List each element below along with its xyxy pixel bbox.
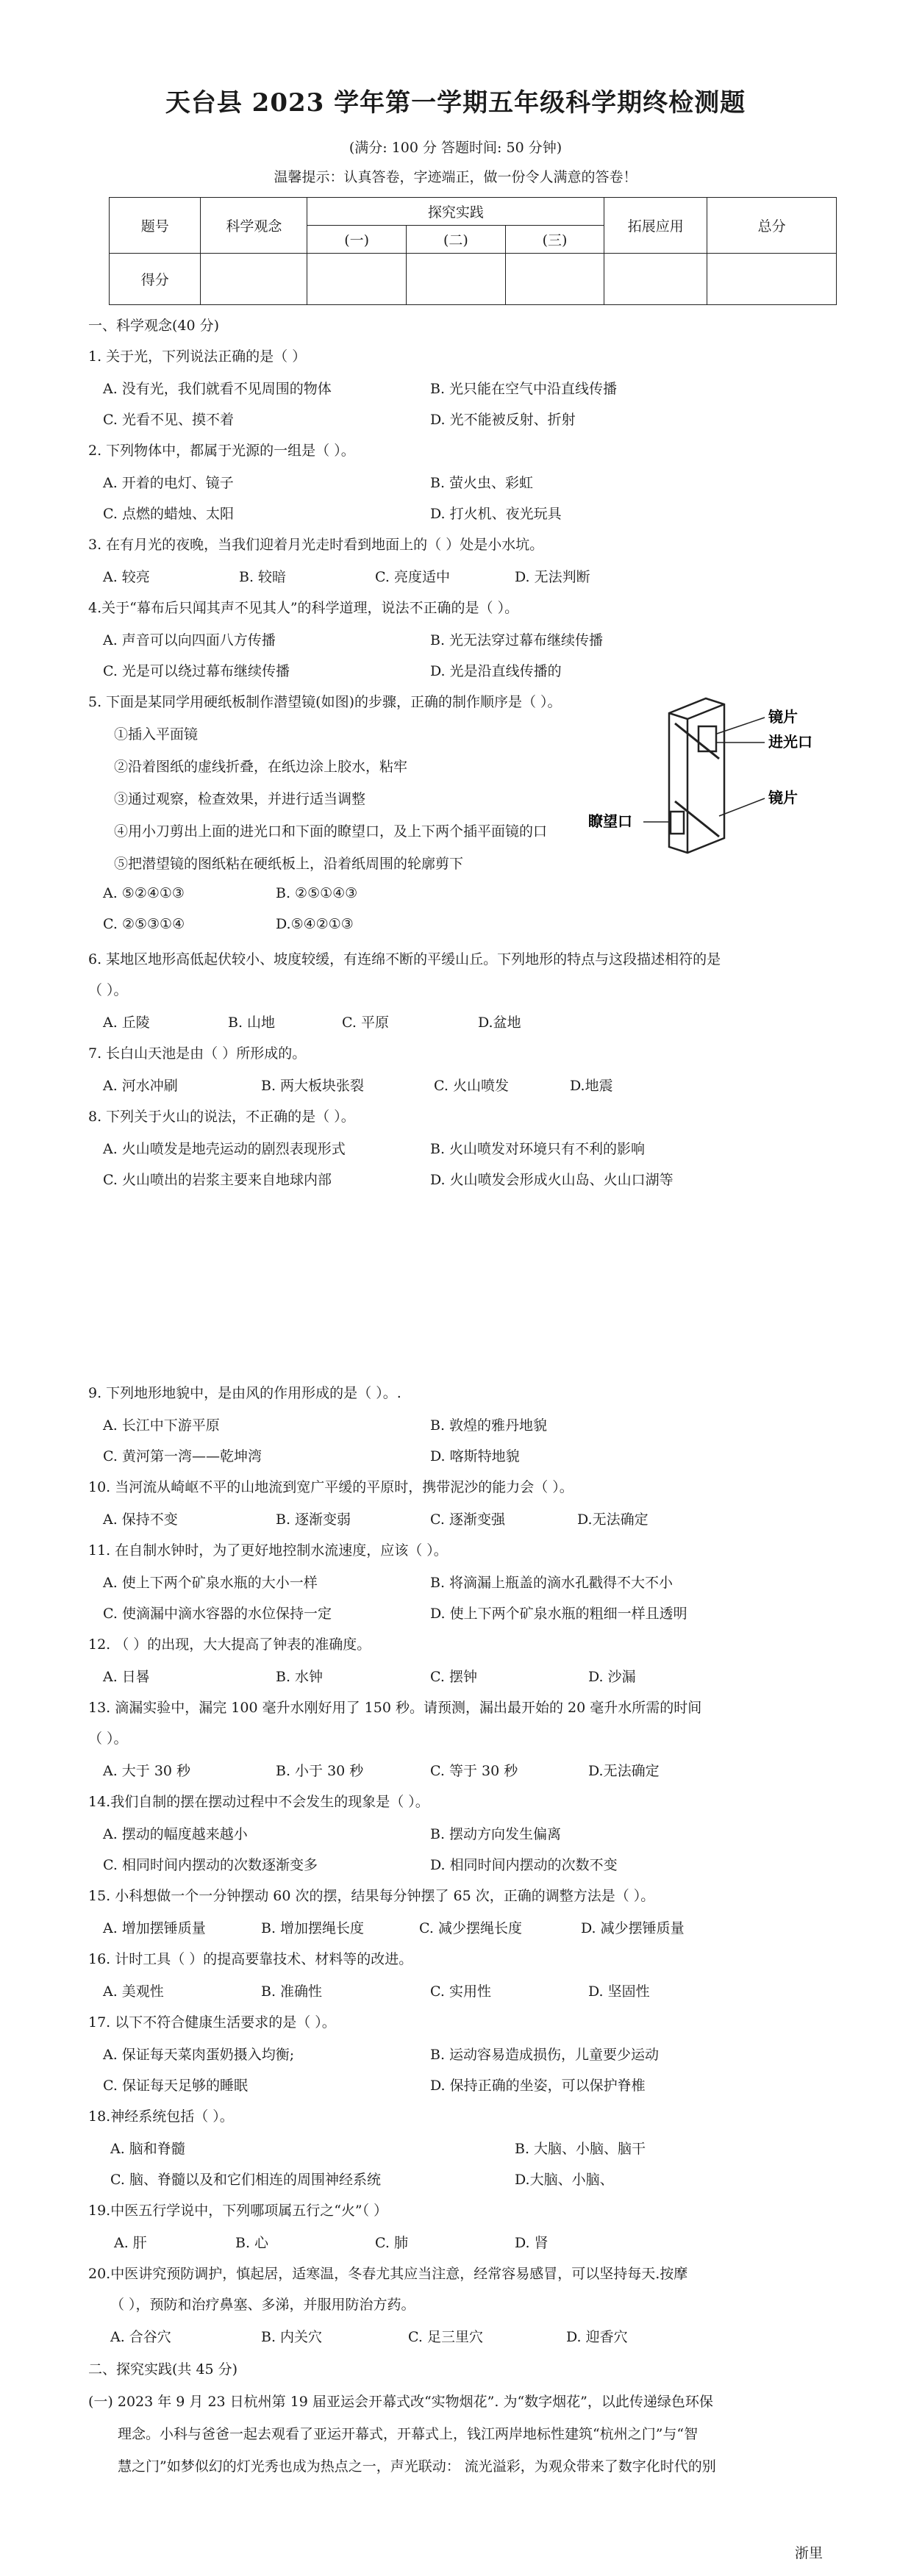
question-15: 15. 小科想做一个一分钟摆动 60 次的摆，结果每分钟摆了 65 次，正确的调整方法是（ ）。 xyxy=(88,1888,655,1904)
label-view-port: 瞭望口 xyxy=(588,812,632,830)
passage-line-3: 慧之门”如梦似幻的灯光秀也成为热点之一，声光联动： 流光溢彩，为观众带来了数字化时代的别 xyxy=(118,2458,716,2475)
score-cell-tuozhan[interactable] xyxy=(604,254,707,305)
q5-option-d[interactable]: D.⑤④②①③ xyxy=(276,916,354,932)
score-cell-zongfen[interactable] xyxy=(707,254,837,305)
q4-option-c[interactable]: C. 光是可以绕过幕布继续传播 xyxy=(103,663,290,679)
q11-option-b[interactable]: B. 将滴漏上瓶盖的滴水孔戳得不大不小 xyxy=(430,1575,674,1591)
q12-option-c[interactable]: C. 摆钟 xyxy=(430,1669,477,1685)
q13-option-b[interactable]: B. 小于 30 秒 xyxy=(276,1763,364,1779)
q6-option-c[interactable]: C. 平原 xyxy=(342,1015,389,1031)
q17-option-a[interactable]: A. 保证每天菜肉蛋奶摄入均衡; xyxy=(103,2047,295,2063)
question-8: 8. 下列关于火山的说法，不正确的是（ ）。 xyxy=(88,1109,355,1125)
exam-title: 天台县 2023 学年第一学期五年级科学期终检测题 xyxy=(165,88,746,118)
q16-option-c[interactable]: C. 实用性 xyxy=(430,1983,491,2000)
q6-option-a[interactable]: A. 丘陵 xyxy=(103,1015,150,1031)
q13-option-c[interactable]: C. 等于 30 秒 xyxy=(430,1763,518,1779)
q18-option-d[interactable]: D.大脑、小脑、 xyxy=(515,2172,614,2188)
periscope-figure xyxy=(588,691,831,860)
question-20-cont: （ ），预防和治疗鼻塞、多涕，并服用防治方药。 xyxy=(110,2297,415,2313)
q14-option-d[interactable]: D. 相同时间内摆动的次数不变 xyxy=(430,1857,618,1873)
q17-option-b[interactable]: B. 运动容易造成损伤，儿童要少运动 xyxy=(430,2047,660,2063)
q1-option-c[interactable]: C. 光看不见、摸不着 xyxy=(103,412,234,428)
question-13: 13. 滴漏实验中，漏完 100 毫升水刚好用了 150 秒。请预测，漏出最开始的 20 毫升水所需的时间 xyxy=(88,1700,702,1716)
question-6: 6. 某地区地形高低起伏较小、坡度较缓，有连绵不断的平缓山丘。下列地形的特点与这段描述相符的是 xyxy=(88,951,721,967)
q13-option-d[interactable]: D.无法确定 xyxy=(588,1763,660,1779)
q5-option-a[interactable]: A. ⑤②④①③ xyxy=(103,885,185,901)
q1-option-b[interactable]: B. 光只能在空气中沿直线传播 xyxy=(430,381,618,397)
question-1: 1. 关于光，下列说法正确的是（ ） xyxy=(88,348,307,365)
question-20: 20.中医讲究预防调护，慎起居，适寒温，冬春尤其应当注意，经常容易感冒，可以坚持每天.按摩 xyxy=(88,2266,688,2282)
q5-option-b[interactable]: B. ②⑤①④③ xyxy=(276,885,358,901)
passage-line-2: 理念。小科与爸爸一起去观看了亚运开幕式，开幕式上，钱江两岸地标性建筑“杭州之门”与“智 xyxy=(118,2426,699,2442)
header-tanjiu: 探究实践 xyxy=(307,198,604,226)
q14-option-a[interactable]: A. 摆动的幅度越来越小 xyxy=(103,1826,248,1842)
q3-option-a[interactable]: A. 较亮 xyxy=(103,569,150,585)
question-7: 7. 长白山天池是由（ ）所形成的。 xyxy=(88,1045,307,1062)
question-14: 14.我们自制的摆在摆动过程中不会发生的现象是（ ）。 xyxy=(88,1794,429,1810)
q18-option-c[interactable]: C. 脑、脊髓以及和它们相连的周围神经系统 xyxy=(110,2172,381,2188)
q20-option-d[interactable]: D. 迎香穴 xyxy=(566,2329,628,2345)
q13-option-a[interactable]: A. 大于 30 秒 xyxy=(103,1763,191,1779)
q8-option-c[interactable]: C. 火山喷出的岩浆主要来自地球内部 xyxy=(103,1172,332,1188)
q2-option-d[interactable]: D. 打火机、夜光玩具 xyxy=(430,506,562,522)
q11-option-c[interactable]: C. 使滴漏中滴水容器的水位保持一定 xyxy=(103,1606,332,1622)
q5-step-2: ②沿着图纸的虚线折叠，在纸边涂上胶水，粘牢 xyxy=(114,759,408,775)
q17-option-d[interactable]: D. 保持正确的坐姿，可以保护脊椎 xyxy=(430,2078,646,2094)
question-18: 18.神经系统包括（ ）。 xyxy=(88,2108,234,2125)
q19-option-a[interactable]: A. 肝 xyxy=(114,2235,147,2251)
q15-option-b[interactable]: B. 增加摆绳长度 xyxy=(261,1920,365,1936)
question-10: 10. 当河流从崎岖不平的山地流到宽广平缓的平原时，携带泥沙的能力会（ ）。 xyxy=(88,1479,574,1495)
q20-option-b[interactable]: B. 内关穴 xyxy=(261,2329,323,2345)
question-9: 9. 下列地形地貌中，是由风的作用形成的是（ ）。. xyxy=(88,1385,401,1401)
q10-option-d[interactable]: D.无法确定 xyxy=(577,1511,649,1528)
q12-option-a[interactable]: A. 日晷 xyxy=(103,1669,150,1685)
header-zongfen: 总分 xyxy=(707,198,837,254)
q12-option-d[interactable]: D. 沙漏 xyxy=(588,1669,636,1685)
q9-option-a[interactable]: A. 长江中下游平原 xyxy=(103,1417,220,1434)
q7-option-c[interactable]: C. 火山喷发 xyxy=(434,1078,509,1094)
q18-option-a[interactable]: A. 脑和脊髓 xyxy=(110,2141,185,2157)
q4-option-a[interactable]: A. 声音可以向四面八方传播 xyxy=(103,632,276,648)
q10-option-b[interactable]: B. 逐渐变弱 xyxy=(276,1511,351,1528)
q11-option-a[interactable]: A. 使上下两个矿泉水瓶的大小一样 xyxy=(103,1575,318,1591)
score-cell-sub1[interactable] xyxy=(307,254,407,305)
q4-option-d[interactable]: D. 光是沿直线传播的 xyxy=(430,663,562,679)
q16-option-a[interactable]: A. 美观性 xyxy=(103,1983,164,2000)
q7-option-d[interactable]: D.地震 xyxy=(570,1078,613,1094)
q10-option-c[interactable]: C. 逐渐变强 xyxy=(430,1511,505,1528)
question-16: 16. 计时工具（ ）的提高要靠技术、材料等的改进。 xyxy=(88,1951,413,1967)
q5-step-4: ④用小刀剪出上面的进光口和下面的瞭望口，及上下两个插平面镜的口 xyxy=(114,823,548,840)
q3-option-b[interactable]: B. 较暗 xyxy=(239,569,287,585)
label-mirror-top: 镜片 xyxy=(768,708,798,726)
q5-option-c[interactable]: C. ②⑤③①④ xyxy=(103,916,185,932)
q19-option-b[interactable]: B. 心 xyxy=(235,2235,269,2251)
q10-option-a[interactable]: A. 保持不变 xyxy=(103,1511,178,1528)
question-12: 12. （ ）的出现，大大提高了钟表的准确度。 xyxy=(88,1636,371,1653)
q17-option-c[interactable]: C. 保证每天足够的睡眠 xyxy=(103,2078,248,2094)
q2-option-b[interactable]: B. 萤火虫、彩虹 xyxy=(430,475,534,491)
q15-option-d[interactable]: D. 减少摆锤质量 xyxy=(581,1920,685,1936)
q18-option-b[interactable]: B. 大脑、小脑、脑干 xyxy=(515,2141,646,2157)
header-tuozhan: 拓展应用 xyxy=(604,198,707,254)
q1-option-a[interactable]: A. 没有光，我们就看不见周围的物体 xyxy=(103,381,332,397)
q2-option-a[interactable]: A. 开着的电灯、镜子 xyxy=(103,475,234,491)
q9-option-b[interactable]: B. 敦煌的雅丹地貌 xyxy=(430,1417,548,1434)
q19-option-c[interactable]: C. 肺 xyxy=(375,2235,408,2251)
question-19: 19.中医五行学说中，下列哪项属五行之“火”（ ） xyxy=(88,2203,388,2219)
q7-option-b[interactable]: B. 两大板块张裂 xyxy=(261,1078,365,1094)
q16-option-d[interactable]: D. 坚固性 xyxy=(588,1983,650,2000)
header-sub2: (二) xyxy=(407,226,506,254)
q5-step-3: ③通过观察，检查效果，并进行适当调整 xyxy=(114,791,366,807)
q20-option-c[interactable]: C. 足三里穴 xyxy=(408,2329,483,2345)
q3-option-d[interactable]: D. 无法判断 xyxy=(515,569,590,585)
header-sub1: (一) xyxy=(307,226,407,254)
q9-option-d[interactable]: D. 喀斯特地貌 xyxy=(430,1448,520,1464)
q2-option-c[interactable]: C. 点燃的蜡烛、太阳 xyxy=(103,506,234,522)
question-11: 11. 在自制水钟时，为了更好地控制水流速度，应该（ ）。 xyxy=(88,1542,448,1559)
q20-option-a[interactable]: A. 合谷穴 xyxy=(110,2329,171,2345)
header-sub3: (三) xyxy=(505,226,604,254)
q8-option-d[interactable]: D. 火山喷发会形成火山岛、火山口湖等 xyxy=(430,1172,674,1188)
q15-option-a[interactable]: A. 增加摆锤质量 xyxy=(103,1920,206,1936)
question-5: 5. 下面是某同学用硬纸板制作潜望镜(如图)的步骤，正确的制作顺序是（ ）。 xyxy=(88,694,562,710)
question-13-cont: （ ）。 xyxy=(88,1731,128,1747)
score-cell-sub2[interactable] xyxy=(407,254,506,305)
exam-info: (满分: 100 分 答题时间: 50 分钟) xyxy=(349,140,562,156)
score-cell-kexue[interactable] xyxy=(201,254,307,305)
q11-option-d[interactable]: D. 使上下两个矿泉水瓶的粗细一样且透明 xyxy=(430,1606,687,1622)
header-kexue: 科学观念 xyxy=(201,198,307,254)
q4-option-b[interactable]: B. 光无法穿过幕布继续传播 xyxy=(430,632,604,648)
q12-option-b[interactable]: B. 水钟 xyxy=(276,1669,324,1685)
question-2: 2. 下列物体中，都属于光源的一组是（ ）。 xyxy=(88,443,355,459)
score-table xyxy=(109,197,837,305)
section-1-heading: 一、科学观念(40 分) xyxy=(88,318,220,334)
q7-option-a[interactable]: A. 河水冲刷 xyxy=(103,1078,178,1094)
score-cell-sub3[interactable] xyxy=(505,254,604,305)
passage-line-1: (一) 2023 年 9 月 23 日杭州第 19 届亚运会开幕式改“实物烟花”. 为“数字烟花”，以此传递绿色环保 xyxy=(88,2394,713,2410)
q9-option-c[interactable]: C. 黄河第一湾——乾坤湾 xyxy=(103,1448,262,1464)
page-footer: 浙里 xyxy=(794,2545,823,2561)
q14-option-c[interactable]: C. 相同时间内摆动的次数逐渐变多 xyxy=(103,1857,318,1873)
q6-option-d[interactable]: D.盆地 xyxy=(478,1015,521,1031)
q1-option-d[interactable]: D. 光不能被反射、折射 xyxy=(430,412,576,428)
question-4: 4.关于“幕布后只闻其声不见其人”的科学道理，说法不正确的是（ ）。 xyxy=(88,600,519,616)
q3-option-c[interactable]: C. 亮度适中 xyxy=(375,569,450,585)
q6-option-b[interactable]: B. 山地 xyxy=(228,1015,276,1031)
q8-option-a[interactable]: A. 火山喷发是地壳运动的剧烈表现形式 xyxy=(103,1141,346,1157)
section-2-heading: 二、探究实践(共 45 分) xyxy=(88,2361,238,2378)
q5-step-5: ⑤把潜望镜的图纸粘在硬纸板上，沿着纸周围的轮廓剪下 xyxy=(114,856,464,872)
row-defen: 得分 xyxy=(110,254,201,305)
q19-option-d[interactable]: D. 肾 xyxy=(515,2235,549,2251)
exam-tip: 温馨提示：认真答卷，字迹端正，做一份令人满意的答卷！ xyxy=(274,169,637,185)
label-mirror-bottom: 镜片 xyxy=(768,789,798,806)
q16-option-b[interactable]: B. 准确性 xyxy=(261,1983,323,2000)
q14-option-b[interactable]: B. 摆动方向发生偏离 xyxy=(430,1826,562,1842)
q15-option-c[interactable]: C. 减少摆绳长度 xyxy=(419,1920,522,1936)
header-tihao: 题号 xyxy=(110,198,201,254)
q8-option-b[interactable]: B. 火山喷发对环境只有不利的影响 xyxy=(430,1141,646,1157)
question-3: 3. 在有月光的夜晚，当我们迎着月光走时看到地面上的（ ）处是小水坑。 xyxy=(88,537,544,553)
question-17: 17. 以下不符合健康生活要求的是（ ）。 xyxy=(88,2014,336,2031)
label-light-in: 进光口 xyxy=(768,733,812,751)
question-6-cont: （ ）。 xyxy=(88,982,128,998)
q5-step-1: ①插入平面镜 xyxy=(114,726,199,743)
